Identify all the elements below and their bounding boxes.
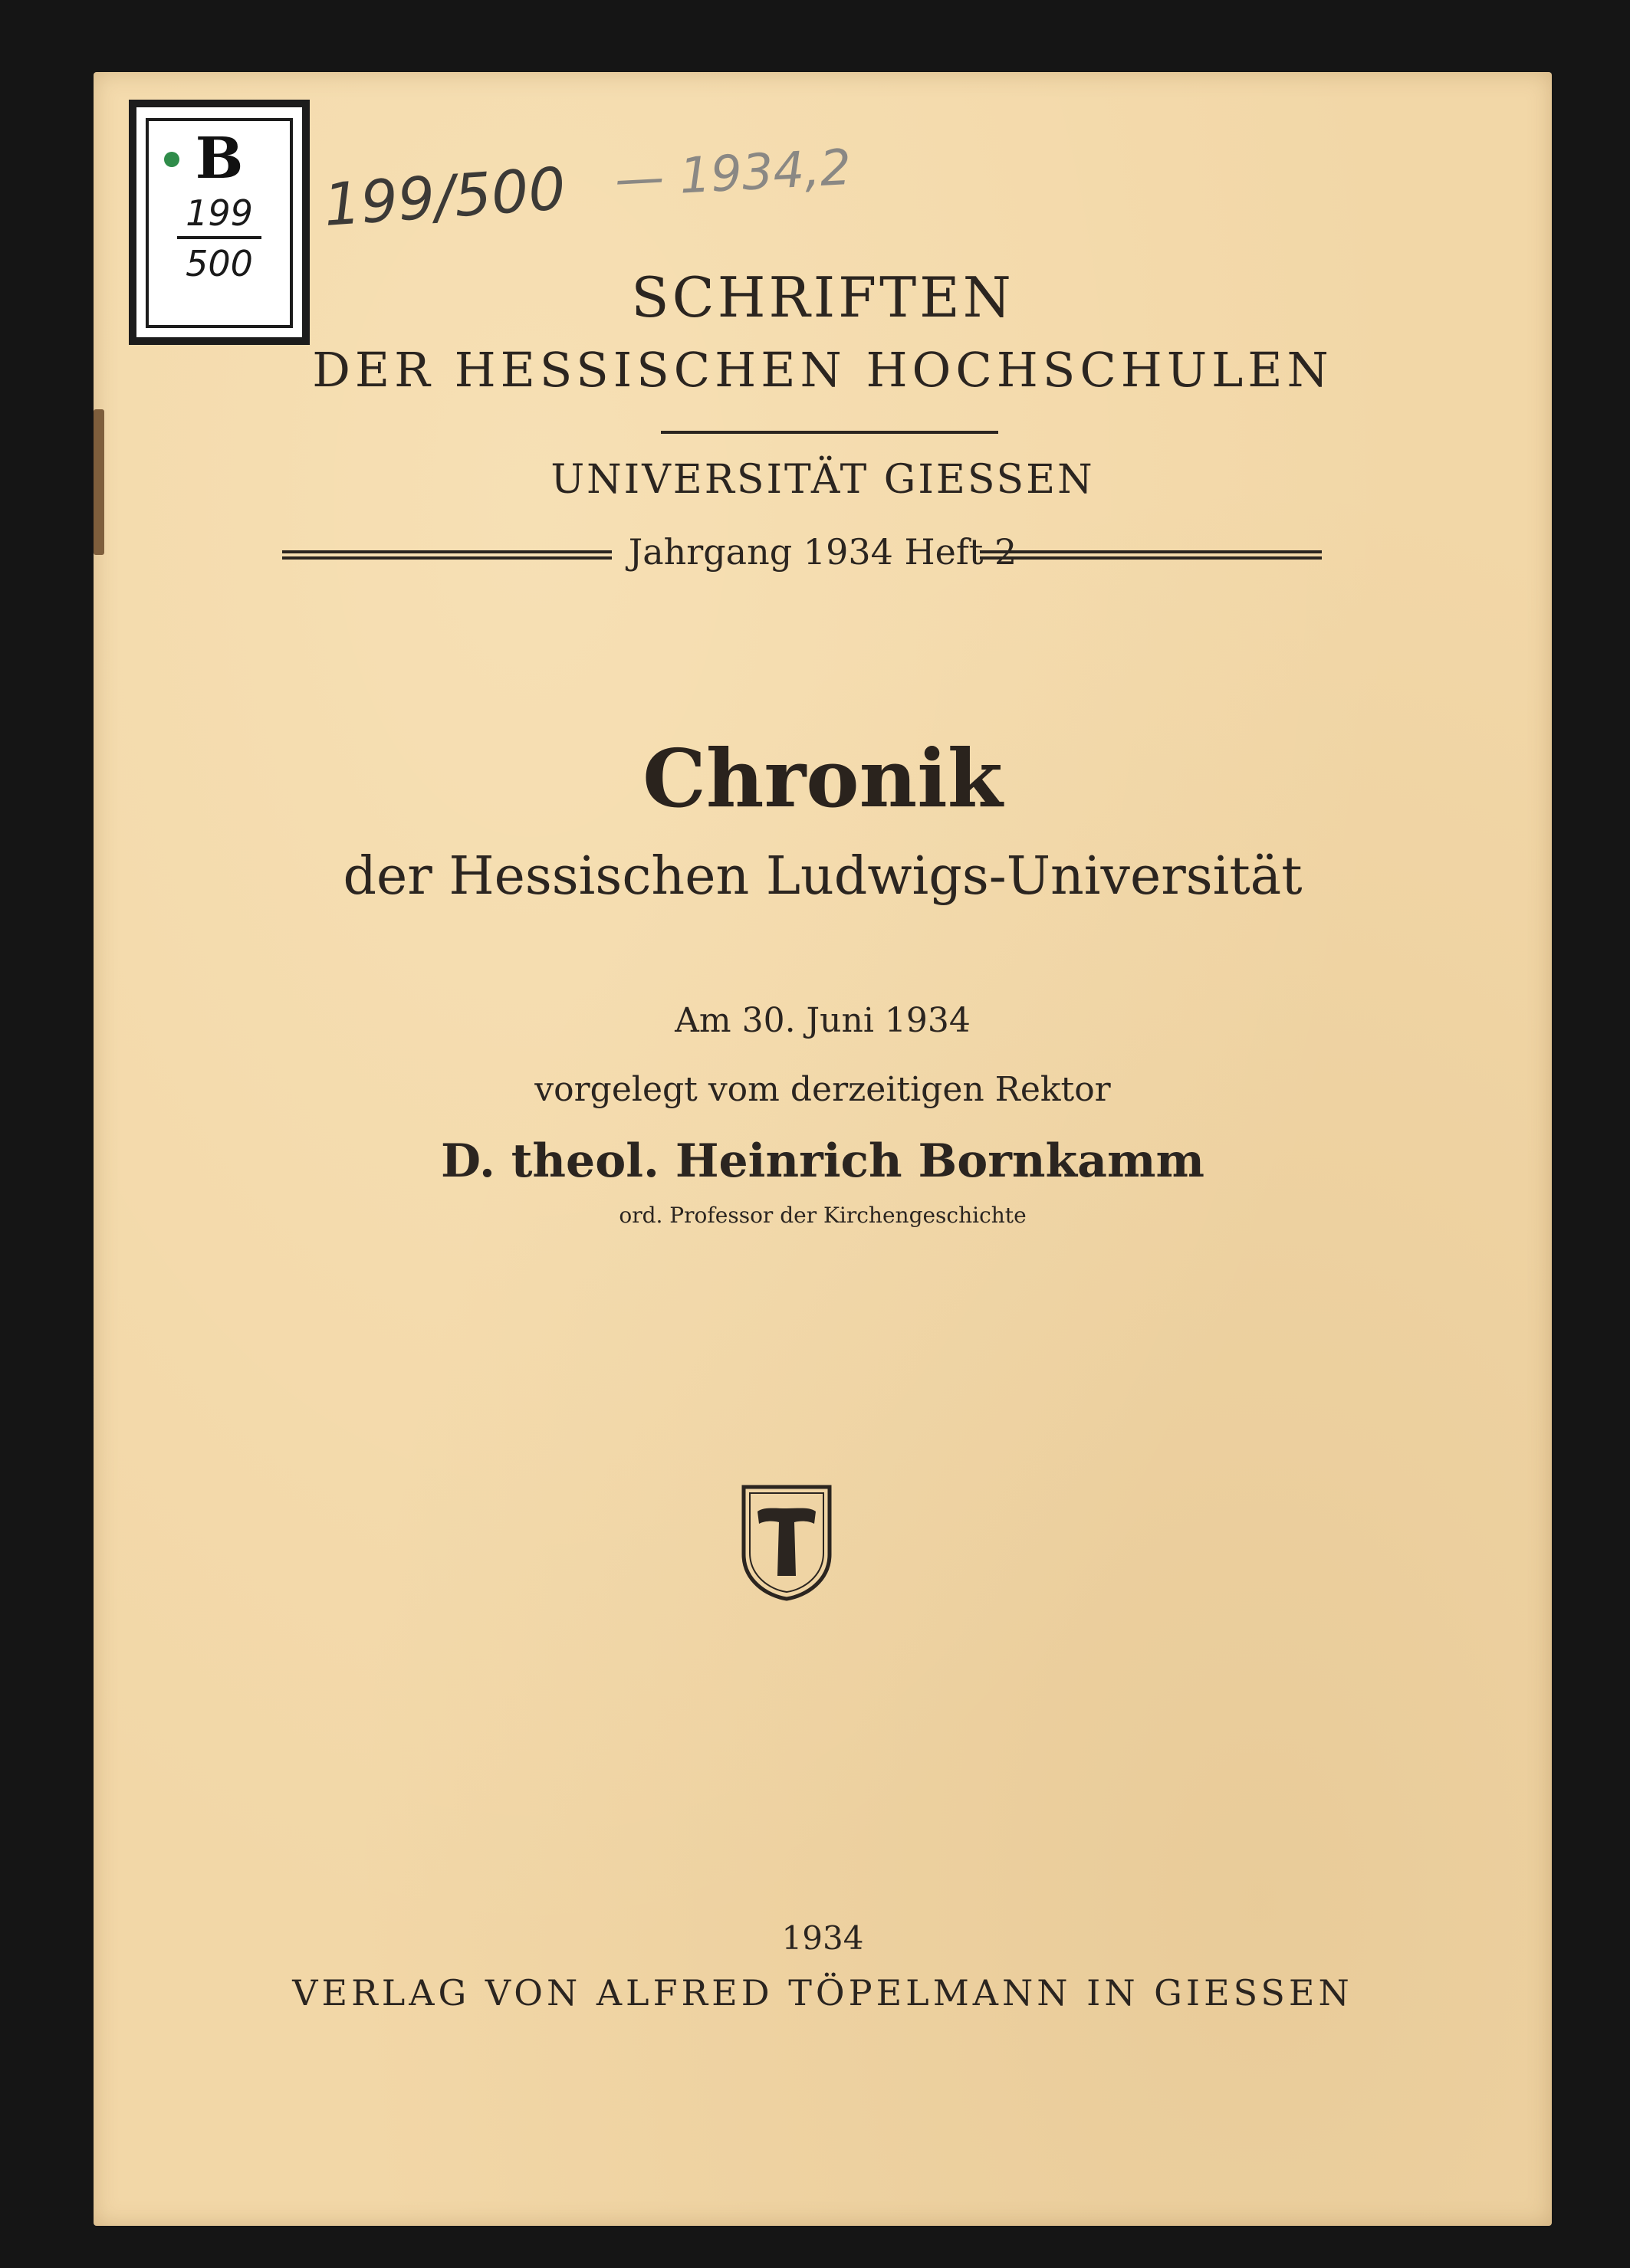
- shield-tau-cross-icon: [738, 1481, 836, 1603]
- publisher-name: VERLAG VON ALFRED TÖPELMANN IN GIESSEN: [292, 1972, 1353, 2014]
- stamp-letter: B: [195, 126, 244, 192]
- series-title: SCHRIFTEN: [631, 265, 1014, 330]
- university-name: UNIVERSITÄT GIESSEN: [550, 457, 1095, 503]
- series-subtitle: DER HESSISCHEN HOCHSCHULEN: [312, 342, 1333, 398]
- stamp-number-top: 199: [186, 192, 253, 234]
- document-cover: [94, 72, 1552, 2226]
- author-title: ord. Professor der Kirchengeschichte: [619, 1203, 1027, 1228]
- document-title: Chronik: [642, 731, 1003, 825]
- presentation-date: Am 30. Juni 1934: [675, 1001, 971, 1040]
- handwritten-year-note: — 1934,2: [613, 139, 853, 209]
- presentation-by: vorgelegt vom derzeitigen Rektor: [534, 1070, 1111, 1109]
- volume-info: Jahrgang 1934 Heft 2: [628, 531, 1017, 573]
- document-subtitle: der Hessischen Ludwigs-Universität: [343, 846, 1303, 907]
- header-divider: [661, 431, 998, 434]
- stamp-number-bottom: 500: [186, 243, 253, 284]
- stamp-divider: [177, 236, 261, 239]
- handwritten-shelfmark: 199/500: [321, 154, 568, 239]
- volume-rule-right: [980, 550, 1322, 560]
- publication-year: 1934: [781, 1919, 864, 1957]
- author-name: D. theol. Heinrich Bornkamm: [441, 1134, 1204, 1188]
